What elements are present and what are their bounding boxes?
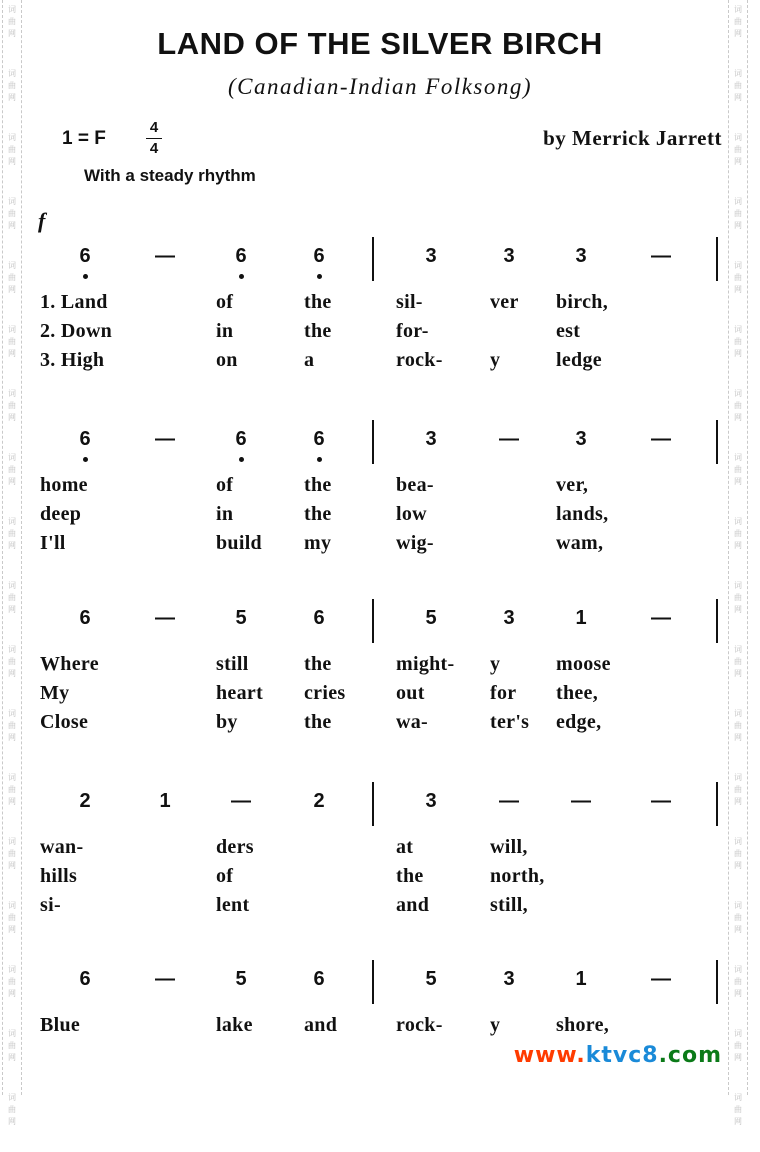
note: 5	[235, 968, 247, 990]
lyric-syllable: y	[490, 349, 501, 371]
lyric-syllable: wam,	[556, 532, 604, 554]
watermark-char: 曲	[734, 785, 742, 794]
watermark-char: 曲	[734, 17, 742, 26]
watermark-char: 曲	[734, 593, 742, 602]
lyric-syllable: in	[216, 503, 234, 525]
lyric-syllable: still,	[490, 894, 528, 916]
lyric-syllable: Where	[40, 653, 99, 675]
watermark-group	[3, 1088, 21, 1152]
note: 3	[503, 245, 515, 267]
watermark-char: 曲	[8, 401, 16, 410]
watermark-char: 词	[8, 517, 16, 526]
lyric-syllable: wa-	[396, 711, 429, 733]
lyric-syllable: sil-	[396, 291, 423, 313]
watermark-char: 词	[734, 1029, 742, 1038]
lyric-syllable: heart	[216, 682, 264, 704]
watermark-char: 网	[734, 989, 742, 998]
music-system	[0, 428, 750, 554]
lyric-syllable: and	[396, 894, 430, 916]
watermark-group	[729, 1088, 747, 1152]
watermark-char: 曲	[734, 401, 742, 410]
watermark-char: 曲	[8, 913, 16, 922]
lyric-syllable: 3. High	[40, 349, 105, 371]
watermark-char: 网	[8, 413, 16, 422]
lyric-syllable: lands,	[556, 503, 609, 525]
watermark-char: 网	[734, 541, 742, 550]
watermark-char: 曲	[8, 721, 16, 730]
note: 6	[304, 428, 334, 451]
watermark-group	[729, 1024, 747, 1088]
song-subtitle: (Canadian-Indian Folksong)	[227, 74, 533, 99]
lyric-syllable: the	[396, 865, 424, 887]
watermark-char: 网	[734, 477, 742, 486]
note: 2	[79, 790, 91, 812]
lyric-syllable: the	[304, 711, 332, 733]
watermark-char: 曲	[8, 145, 16, 154]
lyric-syllable: home	[40, 474, 88, 496]
note-extension-dash: —	[651, 968, 671, 990]
note: 1	[575, 968, 587, 990]
watermark-char: 曲	[8, 465, 16, 474]
lyric-syllable: lent	[216, 894, 250, 916]
watermark-char: 曲	[8, 593, 16, 602]
website-watermark	[514, 1043, 722, 1068]
watermark-char: 曲	[734, 81, 742, 90]
watermark-group	[3, 128, 21, 192]
lyric-syllable: rock-	[396, 1014, 443, 1036]
dynamic-marking: f	[38, 208, 46, 233]
watermark-char: 词	[8, 5, 16, 14]
lyric-syllable: shore,	[556, 1014, 610, 1036]
watermark-char: 网	[8, 733, 16, 742]
watermark-char: 网	[734, 413, 742, 422]
watermark-char: 词	[8, 581, 16, 590]
lyric-syllable: the	[304, 653, 332, 675]
watermark-char: 词	[734, 645, 742, 654]
watermark-char: 词	[734, 69, 742, 78]
lyric-syllable: y	[490, 1014, 501, 1036]
lyric-syllable: wan-	[40, 836, 84, 858]
watermark-char: 词	[8, 773, 16, 782]
watermark-char: 网	[734, 93, 742, 102]
watermark-char: 词	[8, 325, 16, 334]
watermark-group	[3, 512, 21, 576]
lyric-syllable: ver,	[556, 474, 589, 496]
barline	[716, 782, 718, 826]
website-part-1: www.	[513, 1043, 586, 1068]
lyric-syllable: of	[216, 474, 234, 496]
barline	[372, 420, 374, 464]
watermark-char: 曲	[8, 657, 16, 666]
watermark-char: 曲	[8, 785, 16, 794]
lyric-syllable: and	[304, 1014, 338, 1036]
watermark-char: 词	[734, 325, 742, 334]
watermark-char: 词	[8, 69, 16, 78]
barline	[372, 782, 374, 826]
note-extension-dash: —	[571, 790, 591, 812]
watermark-char: 曲	[8, 209, 16, 218]
note: 6	[304, 245, 334, 268]
watermark-char: 曲	[8, 81, 16, 90]
note-extension-dash: —	[651, 607, 671, 629]
barline	[716, 960, 718, 1004]
note: 6	[70, 428, 100, 451]
note: 6	[226, 428, 256, 451]
watermark-char: 词	[8, 965, 16, 974]
lyric-syllable: out	[396, 682, 425, 704]
watermark-char: 网	[8, 541, 16, 550]
lyric-syllable: birch,	[556, 291, 608, 313]
lyric-syllable: Blue	[40, 1014, 81, 1036]
watermark-char: 词	[734, 5, 742, 14]
barline	[372, 599, 374, 643]
watermark-char: 词	[8, 709, 16, 718]
watermark-char: 网	[734, 221, 742, 230]
lyric-syllable: my	[304, 532, 332, 554]
lyric-syllable: the	[304, 503, 332, 525]
lyric-syllable: of	[216, 865, 234, 887]
watermark-char: 词	[8, 645, 16, 654]
note: 3	[425, 428, 437, 450]
note-extension-dash: —	[651, 790, 671, 812]
watermark-char: 网	[734, 733, 742, 742]
composer-credit: by Merrick Jarrett	[543, 126, 722, 150]
note-extension-dash: —	[651, 245, 671, 267]
watermark-char: 曲	[8, 1105, 16, 1114]
lyric-syllable: still	[216, 653, 249, 675]
lyric-syllable: build	[216, 532, 262, 554]
watermark-group	[729, 128, 747, 192]
watermark-char: 网	[8, 29, 16, 38]
note: 6	[313, 607, 325, 629]
watermark-char: 曲	[734, 1041, 742, 1050]
note-extension-dash: —	[499, 428, 519, 450]
watermark-char: 网	[734, 157, 742, 166]
lyric-syllable: 2. Down	[40, 320, 113, 342]
lyric-syllable: low	[396, 503, 427, 525]
watermark-char: 网	[734, 669, 742, 678]
note: 6	[79, 968, 91, 990]
lyric-syllable: at	[396, 836, 414, 858]
watermark-char: 词	[8, 901, 16, 910]
watermark-char: 网	[734, 605, 742, 614]
watermark-group	[3, 704, 21, 768]
music-system	[0, 790, 750, 916]
watermark-char: 网	[8, 989, 16, 998]
watermark-group	[3, 896, 21, 960]
watermark-char: 网	[734, 925, 742, 934]
watermark-group	[729, 896, 747, 960]
song-title: LAND OF THE SILVER BIRCH	[157, 26, 603, 61]
watermark-char: 词	[8, 133, 16, 142]
watermark-char: 曲	[8, 337, 16, 346]
note: 1	[575, 607, 587, 629]
note: 2	[313, 790, 325, 812]
lyric-syllable: si-	[40, 894, 61, 916]
website-part-3: .com	[658, 1043, 722, 1068]
watermark-char: 网	[734, 349, 742, 358]
time-signature-bottom: 4	[149, 140, 159, 157]
watermark-char: 曲	[8, 273, 16, 282]
watermark-char: 曲	[734, 913, 742, 922]
watermark-char: 曲	[8, 977, 16, 986]
lyric-syllable: I'll	[40, 532, 66, 554]
key-signature: 1 = F	[62, 128, 106, 149]
watermark-group	[729, 704, 747, 768]
watermark-char: 网	[8, 861, 16, 870]
watermark-char: 曲	[734, 657, 742, 666]
watermark-char: 网	[734, 1053, 742, 1062]
lyric-syllable: rock-	[396, 349, 443, 371]
watermark-char: 词	[8, 837, 16, 846]
lyric-syllable: est	[556, 320, 581, 342]
watermark-char: 网	[8, 669, 16, 678]
note: 6	[70, 245, 100, 268]
lyric-syllable: ders	[216, 836, 254, 858]
music-system	[0, 245, 750, 371]
note-extension-dash: —	[231, 790, 251, 812]
lyric-syllable: the	[304, 320, 332, 342]
watermark-char: 词	[734, 517, 742, 526]
note: 6	[313, 968, 325, 990]
tempo-marking: With a steady rhythm	[84, 166, 256, 185]
watermark-char: 曲	[734, 145, 742, 154]
lyric-syllable: in	[216, 320, 234, 342]
note: 3	[503, 607, 515, 629]
watermark-group	[729, 320, 747, 384]
lyric-syllable: bea-	[396, 474, 434, 496]
lyric-syllable: of	[216, 291, 234, 313]
watermark-char: 曲	[8, 17, 16, 26]
lyric-syllable: north,	[490, 865, 545, 887]
watermark-group	[729, 512, 747, 576]
note: 1	[159, 790, 171, 812]
watermark-char: 词	[8, 1029, 16, 1038]
lyric-syllable: wig-	[396, 532, 434, 554]
watermark-char: 网	[8, 221, 16, 230]
watermark-char: 网	[734, 29, 742, 38]
note: 3	[425, 245, 437, 267]
lyric-syllable: hills	[40, 865, 78, 887]
watermark-char: 词	[8, 389, 16, 398]
barline	[716, 237, 718, 281]
watermark-char: 词	[8, 453, 16, 462]
lyric-syllable: ver	[490, 291, 519, 313]
watermark-char: 网	[8, 157, 16, 166]
lyric-syllable: a	[304, 349, 315, 371]
lyric-syllable: thee,	[556, 682, 599, 704]
watermark-char: 词	[8, 261, 16, 270]
watermark-char: 曲	[8, 1041, 16, 1050]
watermark-char: 曲	[734, 977, 742, 986]
watermark-char: 网	[8, 285, 16, 294]
watermark-char: 曲	[8, 529, 16, 538]
watermark-char: 曲	[734, 721, 742, 730]
barline	[716, 599, 718, 643]
watermark-char: 网	[8, 797, 16, 806]
watermark-group	[3, 1024, 21, 1088]
note-extension-dash: —	[155, 968, 175, 990]
watermark-char: 曲	[734, 849, 742, 858]
watermark-char: 词	[734, 453, 742, 462]
lyric-syllable: ledge	[556, 349, 602, 371]
watermark-char: 词	[734, 389, 742, 398]
watermark-char: 词	[8, 1093, 16, 1102]
music-system	[0, 968, 750, 1036]
watermark-char: 网	[8, 1117, 16, 1126]
note-extension-dash: —	[155, 245, 175, 267]
note-extension-dash: —	[155, 607, 175, 629]
watermark-group	[729, 832, 747, 896]
lyric-syllable: moose	[556, 653, 611, 675]
watermark-char: 网	[8, 349, 16, 358]
lyric-syllable: for	[490, 682, 517, 704]
note-extension-dash: —	[499, 790, 519, 812]
watermark-char: 词	[734, 965, 742, 974]
note-extension-dash: —	[155, 428, 175, 450]
watermark-char: 网	[734, 1117, 742, 1126]
watermark-char: 网	[734, 797, 742, 806]
barline	[372, 960, 374, 1004]
lyric-syllable: 1. Land	[40, 291, 108, 313]
note: 5	[425, 607, 437, 629]
left-watermark-strip	[2, 0, 22, 1126]
music-system	[0, 607, 750, 733]
note: 6	[79, 607, 91, 629]
note: 3	[425, 790, 437, 812]
watermark-char: 网	[8, 925, 16, 934]
note: 3	[575, 245, 587, 267]
watermark-group	[3, 320, 21, 384]
lyric-syllable: for-	[396, 320, 429, 342]
watermark-char: 词	[734, 197, 742, 206]
lyric-syllable: the	[304, 474, 332, 496]
watermark-char: 词	[734, 837, 742, 846]
watermark-char: 曲	[734, 273, 742, 282]
watermark-char: 词	[8, 197, 16, 206]
lyric-syllable: on	[216, 349, 238, 371]
lyric-syllable: will,	[490, 836, 528, 858]
note: 5	[235, 607, 247, 629]
website-part-2: ktvc8	[585, 1043, 659, 1068]
note: 3	[503, 968, 515, 990]
lyric-syllable: lake	[216, 1014, 253, 1036]
watermark-char: 曲	[734, 1105, 742, 1114]
lyric-syllable: ter's	[490, 711, 530, 733]
watermark-char: 曲	[8, 849, 16, 858]
watermark-char: 曲	[734, 529, 742, 538]
watermark-char: 词	[734, 581, 742, 590]
lyric-syllable: might-	[396, 653, 455, 675]
watermark-char: 曲	[734, 209, 742, 218]
lyric-syllable: by	[216, 711, 238, 733]
lyric-syllable: edge,	[556, 711, 602, 733]
watermark-char: 曲	[734, 465, 742, 474]
lyric-syllable: My	[40, 682, 70, 704]
lyric-syllable: y	[490, 653, 501, 675]
lyric-syllable: Close	[40, 711, 89, 733]
watermark-char: 词	[734, 133, 742, 142]
note: 3	[575, 428, 587, 450]
watermark-char: 网	[8, 93, 16, 102]
barline	[372, 237, 374, 281]
watermark-char: 曲	[734, 337, 742, 346]
time-signature-top: 4	[146, 118, 162, 139]
note-extension-dash: —	[651, 428, 671, 450]
watermark-char: 词	[734, 901, 742, 910]
note: 5	[425, 968, 437, 990]
watermark-char: 词	[734, 261, 742, 270]
barline	[716, 420, 718, 464]
lyric-syllable: cries	[304, 682, 346, 704]
time-signature	[146, 118, 162, 159]
watermark-group	[3, 832, 21, 896]
watermark-char: 网	[8, 605, 16, 614]
note: 6	[226, 245, 256, 268]
watermark-char: 词	[734, 1093, 742, 1102]
lyric-syllable: deep	[40, 503, 82, 525]
lyric-syllable: the	[304, 291, 332, 313]
watermark-char: 词	[734, 709, 742, 718]
watermark-char: 网	[8, 477, 16, 486]
watermark-char: 网	[734, 861, 742, 870]
watermark-char: 词	[734, 773, 742, 782]
right-watermark-strip	[728, 0, 748, 1126]
watermark-char: 网	[734, 285, 742, 294]
watermark-char: 网	[8, 1053, 16, 1062]
